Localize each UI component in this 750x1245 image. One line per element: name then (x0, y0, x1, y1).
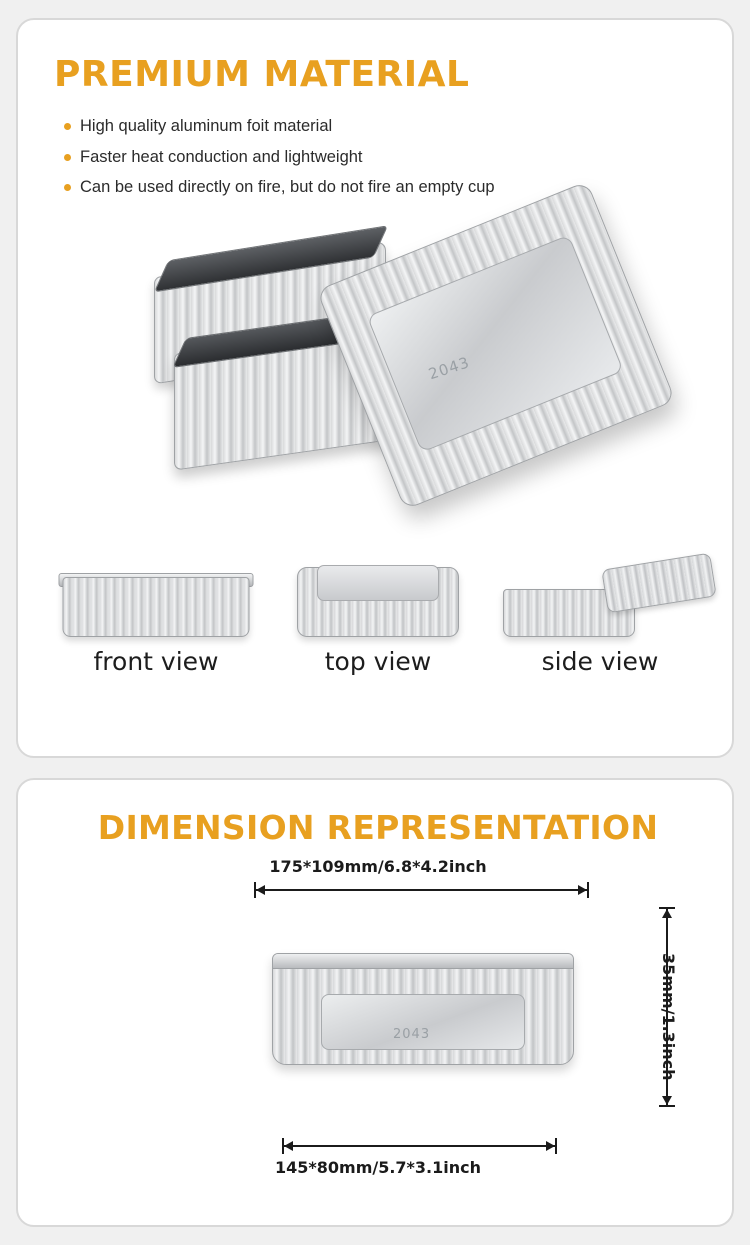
view-top (280, 555, 476, 676)
view-label: side view (541, 646, 659, 676)
height-dimension-label: 35mm/1.3inch (659, 953, 678, 1081)
tray-base-plate (317, 565, 439, 601)
tray-dimension-image (272, 953, 574, 1065)
view-label: front view (93, 646, 219, 676)
tray-body (63, 577, 250, 637)
dimension-diagram (54, 857, 702, 1177)
view-front (58, 555, 254, 676)
top-dimension-label: 175*109mm/6.8*4.2inch (269, 857, 487, 876)
dimension-representation-card (16, 778, 734, 1227)
feature-list (54, 111, 702, 203)
top-view-image (280, 555, 476, 641)
page-title: PREMIUM MATERIAL (54, 54, 470, 95)
view-gallery (54, 555, 702, 676)
list-item: High quality aluminum foit material (80, 111, 702, 142)
bottom-dimension-label: 145*80mm/5.7*3.1inch (274, 1158, 482, 1177)
tray-inner-surface (367, 235, 624, 453)
bottom-dimension-arrow (282, 1145, 557, 1147)
front-view-image (58, 555, 254, 641)
tray-lid (601, 553, 717, 614)
section-title: DIMENSION REPRESENTATION (97, 808, 659, 847)
view-label: top view (324, 646, 432, 676)
top-dimension-arrow (254, 889, 589, 891)
side-view-image (502, 555, 698, 641)
premium-material-card (16, 18, 734, 758)
product-code-embossed: 2043 (426, 352, 473, 384)
list-item: Can be used directly on fire, but do not fire an empty cup (80, 172, 702, 203)
list-item: Faster heat conduction and lightweight (80, 142, 702, 173)
tray-rim (272, 953, 574, 969)
product-hero-image (54, 217, 702, 537)
view-side (502, 555, 698, 676)
product-code-embossed: 2043 (393, 1027, 431, 1042)
